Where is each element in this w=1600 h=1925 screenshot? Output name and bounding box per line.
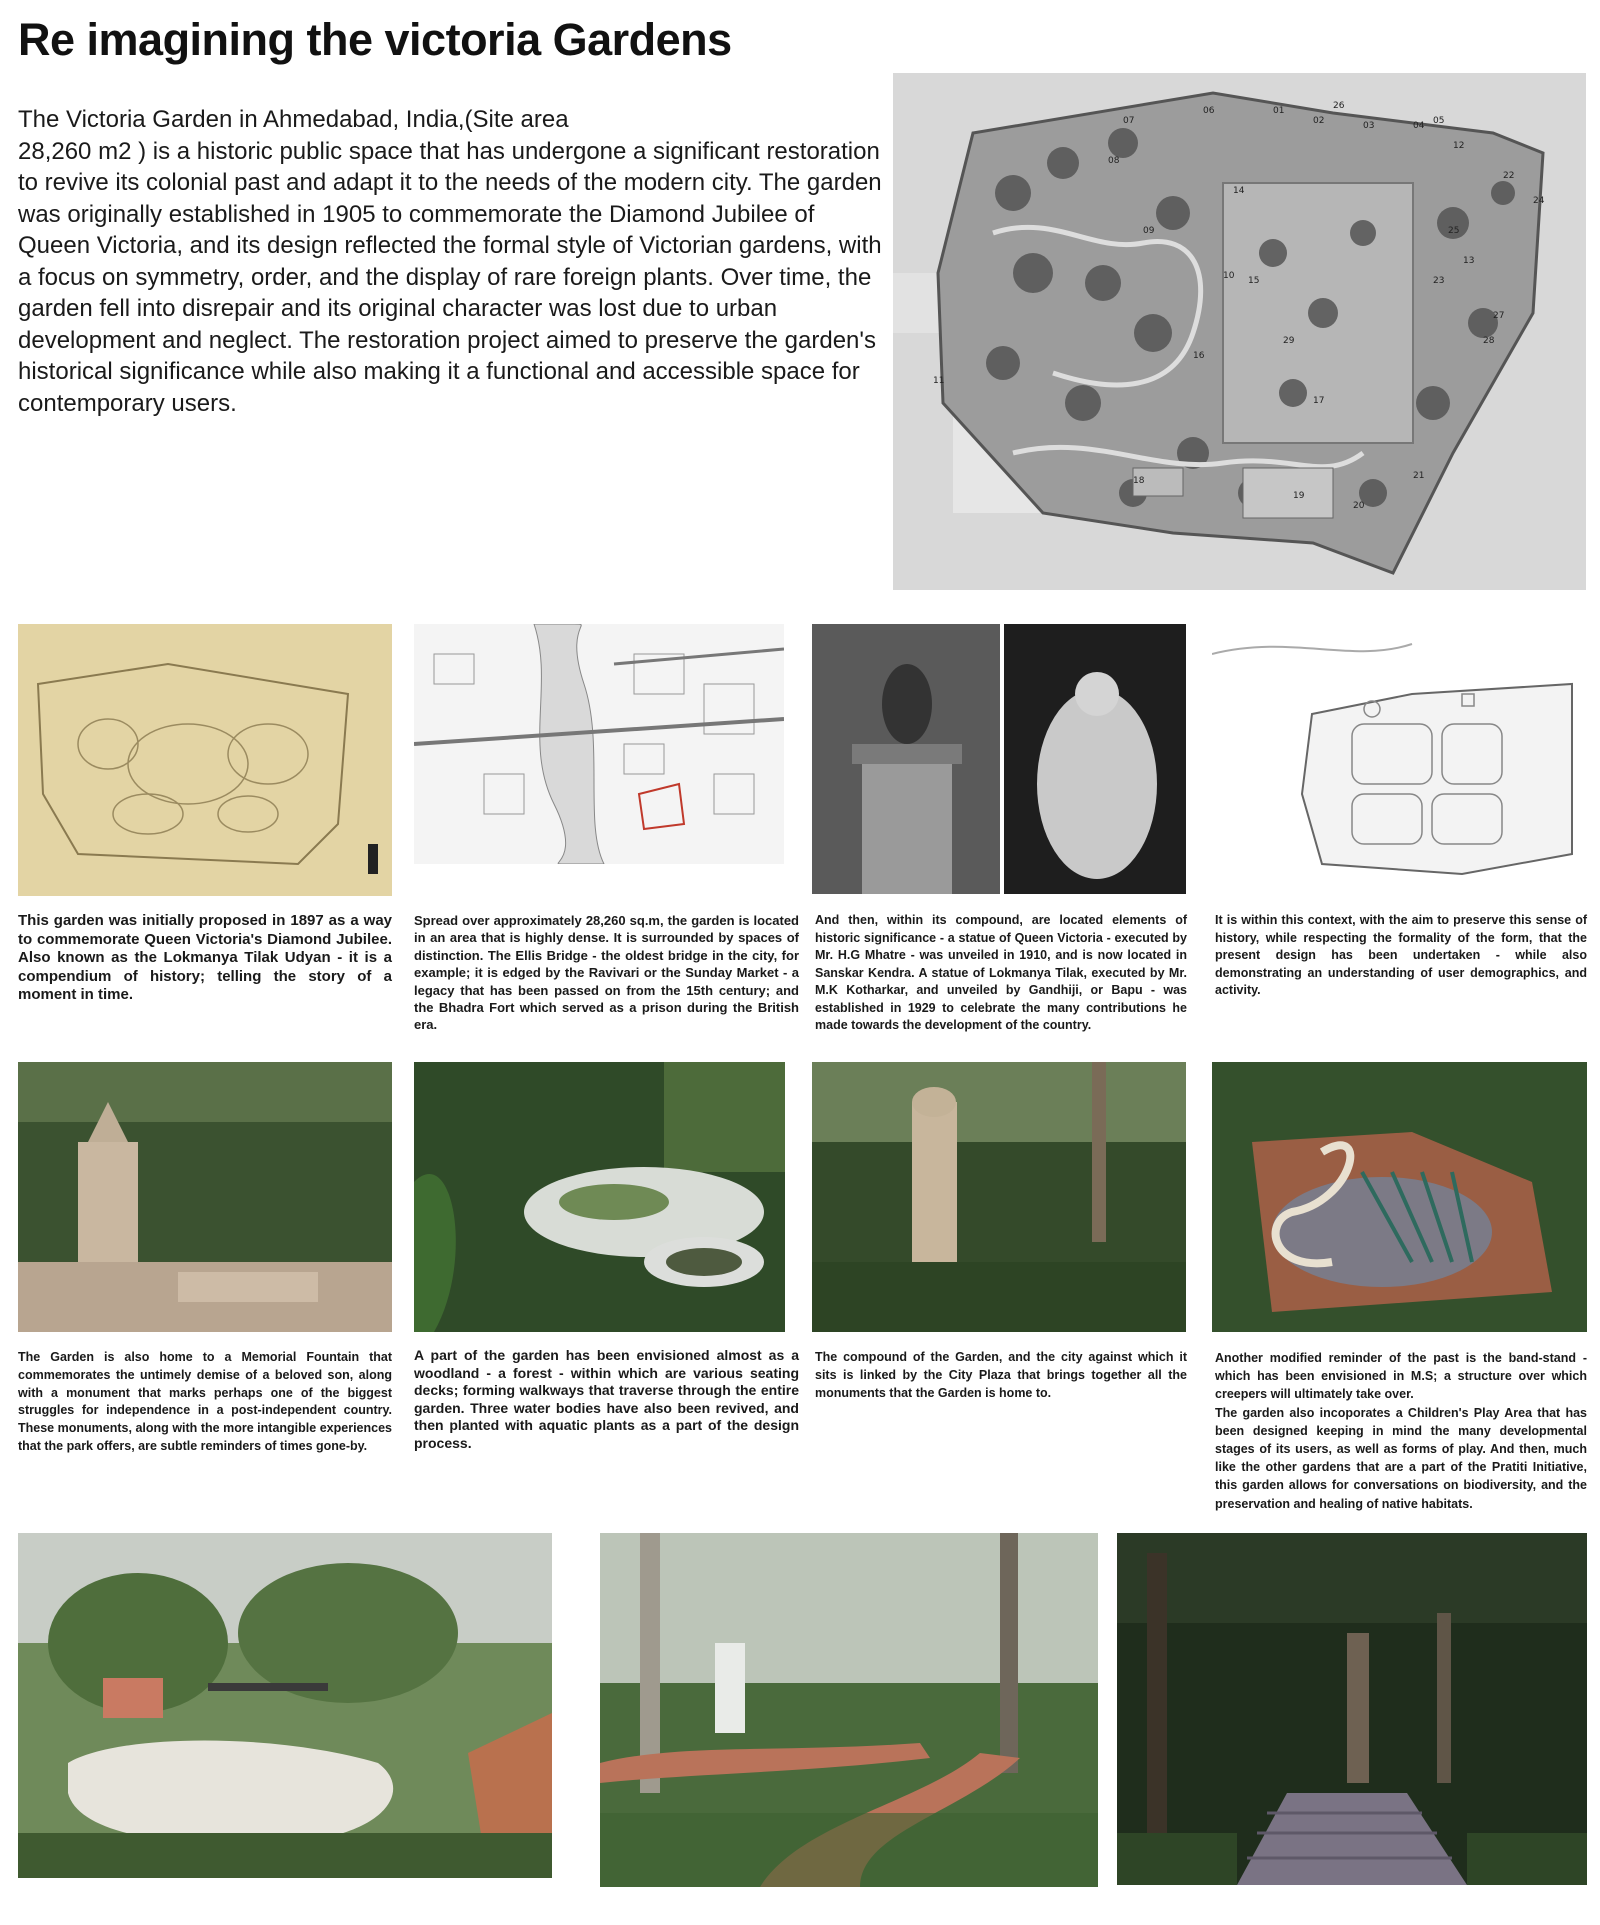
site-plan-label: 16 [1193, 351, 1205, 361]
site-plan-label: 01 [1273, 106, 1285, 116]
woodland-water-body-photo-image [414, 1062, 785, 1332]
site-plan-label: 14 [1233, 186, 1245, 196]
caption-woodland: A part of the garden has been envisioned almost as a woodland - a forest - within which are various seating decks; forming walkways that traverse through the entire garden. Three water bodies have also been revived, and then planted with aquatic plants as a part of the design process. [414, 1347, 799, 1451]
site-plan-label: 03 [1363, 121, 1375, 131]
caption-memorial-fountain: The Garden is also home to a Memorial Fountain that commemorates the untimely demise of a beloved son, along with a monument that marks perhaps one of the biggest struggles for independence in a post-independent country. These monuments, along with the more intangible experiences that the park offers, are subtle reminders of times gone-by. [18, 1350, 392, 1453]
city-context-map-image [414, 624, 784, 864]
site-plan-label: 02 [1313, 116, 1325, 126]
site-plan-label: 15 [1248, 276, 1260, 286]
site-plan-label: 21 [1413, 471, 1425, 481]
site-plan-label: 04 [1413, 121, 1425, 131]
site-plan-label: 23 [1433, 276, 1445, 286]
caption-statues: And then, within its compound, are located elements of historic significance - a statue of Queen Victoria - executed by Mr. H.G Mhatre - was unveiled in 1910, and is now located in Sanskar Kendra. A statue of Lokmanya Tilak, executed by Mr. M.K Kotharkar, and unveiled by Gandhiji, or Bapu - was established in 1929 to celebrate the many contributions he made towards the development of the country. [815, 913, 1187, 1032]
page-title: Re imagining the victoria Gardens [18, 14, 732, 65]
site-plan-label: 24 [1533, 196, 1545, 206]
caption-band-stand-a: Another modified reminder of the past is the band-stand - which has been envisioned in M.S; a structure over which creepers will ultimately take over. [1215, 1351, 1587, 1402]
site-plan-label: 06 [1203, 106, 1215, 116]
caption-context: Spread over approximately 28,260 sq.m, the garden is located in an area that is highly dense. It is surrounded by spaces of distinction. The Ellis Bridge - the oldest bridge in the city, for example; it is edged by the Ravivari or the Sunday Market - a legacy that has been passed on from the 15th century; and the Bhadra Fort which served as a prison during the British era. [414, 913, 799, 1033]
site-plan-label: 18 [1133, 476, 1145, 486]
site-plan-label: 12 [1453, 141, 1465, 151]
site-plan-label: 07 [1123, 116, 1135, 126]
caption-band-stand [1215, 1349, 1587, 1513]
band-stand-play-area-photo-image [1212, 1062, 1587, 1332]
site-plan-image [893, 73, 1586, 590]
caption-city-plaza: The compound of the Garden, and the city against which it sits is linked by the City Plaza that brings together all the monuments that the Garden is home to. [815, 1350, 1187, 1400]
historic-plan-sepia-image [18, 624, 392, 896]
intro-paragraph: The Victoria Garden in Ahmedabad, India,(Site area 28,260 m2 ) is a historic public space that has undergone a significant restoration to revive its colonial past and adapt it to the needs of the modern city. The garden was originally established in 1905 to commemorate the Diamond Jubilee of Queen Victoria, and its design reflected the formal style of Victorian gardens, with a focus on symmetry, order, and the display of rare foreign plants. Over time, the garden fell into disrepair and its original character was lost due to urban development and neglect. The restoration project aimed to preserve the garden's historical significance while also making it a functional and accessible space for contemporary users. [18, 106, 882, 417]
present-design-plan-image [1212, 624, 1587, 894]
woodland-path-photo-image [600, 1533, 1098, 1887]
caption-present-design: It is within this context, with the aim to preserve this sense of history, while respecting the formality of the form, that the present design has been undertaken - while also demonstrating an understanding of user demographics, and activity. [1215, 913, 1587, 997]
memorial-fountain-photo-image [18, 1062, 392, 1332]
site-plan-label: 17 [1313, 396, 1325, 406]
site-plan-label: 19 [1293, 491, 1305, 501]
site-plan-label: 28 [1483, 336, 1495, 346]
site-plan-label: 22 [1503, 171, 1515, 181]
site-plan-label: 20 [1353, 501, 1365, 511]
caption-play-area: The garden also incoporates a Children's Play Area that has been designed keeping in mind the many developmental stages of its users, as well as forms of play. And then, much like the other gardens that are a part of the Pratiti Initiative, this garden allows for conversations on biodiversity, and the preservation and healing of native habitats. [1215, 1405, 1587, 1511]
evening-walkway-photo-image [1117, 1533, 1587, 1885]
water-body-pavilion-photo-image [18, 1533, 552, 1878]
site-plan-label: 09 [1143, 226, 1155, 236]
site-plan-label: 27 [1493, 311, 1505, 321]
site-plan-label: 29 [1283, 336, 1295, 346]
city-plaza-monument-photo-image [812, 1062, 1186, 1332]
statues-photo-image [812, 624, 1186, 894]
site-plan-label: 05 [1433, 116, 1445, 126]
site-plan-label: 25 [1448, 226, 1460, 236]
site-plan-label: 08 [1108, 156, 1120, 166]
caption-history: This garden was initially proposed in 1897 as a way to commemorate Queen Victoria's Diamond Jubilee. Also known as the Lokmanya Tilak Udyan - it is a compendium of history; telling the story of a moment in time. [18, 912, 392, 1003]
site-plan-label: 11 [933, 376, 945, 386]
site-plan-label: 26 [1333, 101, 1345, 111]
site-plan-label: 10 [1223, 271, 1235, 281]
site-plan-label: 13 [1463, 256, 1475, 266]
